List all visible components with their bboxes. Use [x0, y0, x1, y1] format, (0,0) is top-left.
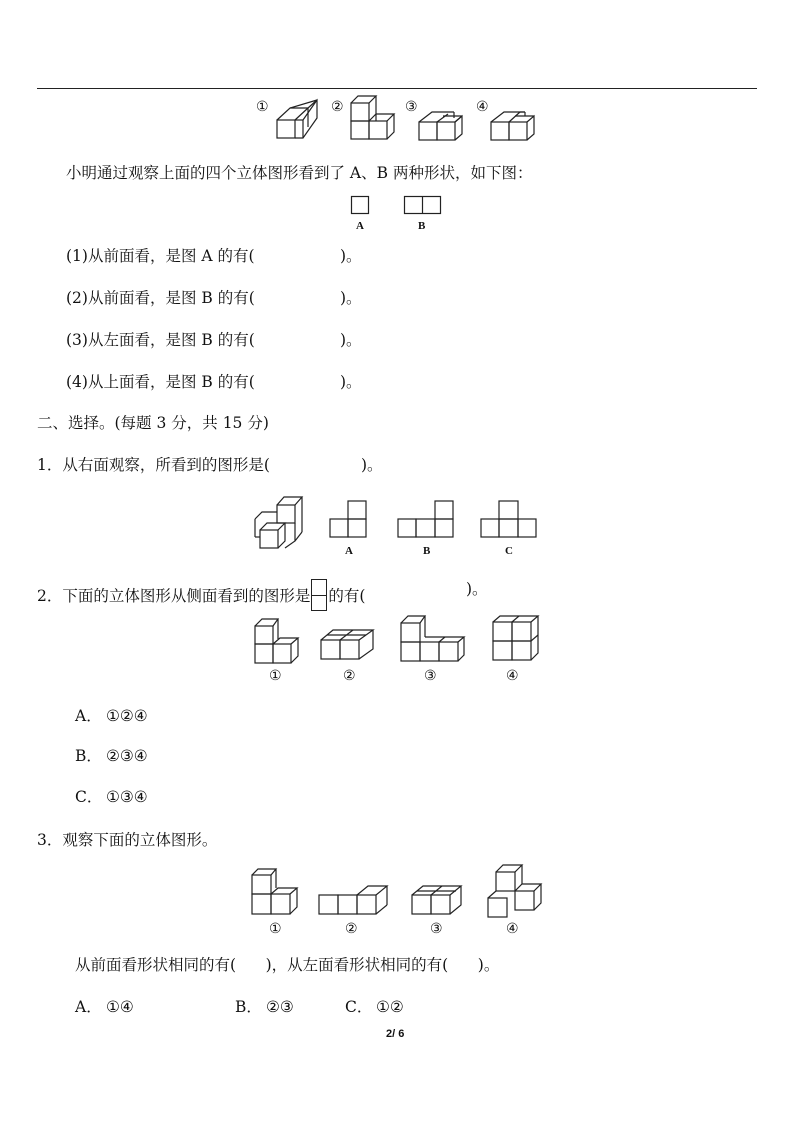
q1-option-c-label: C — [505, 545, 513, 557]
side-view-shape-icon — [311, 579, 327, 611]
q1-option-b-shape — [397, 500, 457, 540]
q1-text: 1．从右面观察，所看到的图形是( — [37, 456, 270, 474]
choice-value: ②③ — [266, 998, 294, 1016]
choice-letter: A． — [75, 998, 102, 1016]
question-close: )。 — [340, 373, 362, 391]
choice-letter: B． — [75, 747, 102, 765]
figure-label: ② — [331, 99, 344, 115]
section-2-title: 二、选择。(每题 3 分，共 15 分) — [37, 414, 269, 432]
question-text: (4)从上面看，是图 B 的有( — [66, 373, 255, 391]
question-text: (3)从左面看，是图 B 的有( — [66, 331, 255, 349]
q2-text — [37, 579, 365, 611]
question-text: (2)从前面看，是图 B 的有( — [66, 289, 255, 307]
q3-figure-4 — [487, 862, 543, 918]
figure-label: ① — [269, 668, 282, 684]
shape-b-label: B — [418, 220, 426, 232]
question-close: )。 — [340, 289, 362, 307]
q1-solid-figure — [253, 494, 303, 556]
choice-value: ②③④ — [106, 747, 148, 765]
q2-close: )。 — [466, 580, 488, 598]
q1-close: )。 — [361, 456, 383, 474]
intro-text: 小明通过观察上面的四个立体图形看到了 A、B 两种形状，如下图： — [66, 164, 533, 182]
choice-value: ①② — [376, 998, 404, 1016]
choice-letter: A． — [75, 707, 102, 725]
figure-label: ① — [256, 99, 269, 115]
figure-label: ① — [269, 921, 282, 937]
q2-figure-4 — [492, 615, 542, 665]
choice-letter: B． — [235, 998, 262, 1016]
choice-value: ①②④ — [106, 707, 148, 725]
q3-text: 3．观察下面的立体图形。 — [37, 831, 218, 849]
q1-option-b-label: B — [423, 545, 431, 557]
q1-option-c-shape — [480, 500, 540, 540]
q3-figure-3 — [411, 880, 469, 918]
cube-figure-3 — [418, 108, 466, 144]
cube-figure-1 — [276, 100, 321, 140]
choice-value: ①④ — [106, 998, 134, 1016]
q1-option-a-label: A — [345, 545, 353, 557]
choice-value: ①③④ — [106, 788, 148, 806]
q3-figure-2 — [318, 880, 392, 918]
figure-label: ③ — [430, 921, 443, 937]
figure-label: ② — [343, 668, 356, 684]
shape-a — [351, 196, 371, 216]
figure-label: ④ — [506, 668, 519, 684]
figure-label: ② — [345, 921, 358, 937]
q3-figure-1 — [251, 866, 305, 918]
q3-prompt: 从前面看形状相同的有( )，从左面看形状相同的有( )。 — [75, 956, 500, 974]
q2-figure-1 — [254, 618, 302, 668]
choice-letter: C． — [345, 998, 373, 1016]
question-close: )。 — [340, 247, 362, 265]
choice-letter: C． — [75, 788, 103, 806]
header-rule — [37, 88, 757, 89]
page-number: 2/ 6 — [386, 1028, 405, 1040]
q1-option-a-shape — [329, 500, 369, 540]
shape-a-label: A — [356, 220, 364, 232]
figure-label: ④ — [476, 99, 489, 115]
q2-figure-2 — [320, 628, 378, 664]
figure-label: ③ — [424, 668, 437, 684]
figure-label: ③ — [405, 99, 418, 115]
shape-b — [404, 196, 444, 216]
cube-figure-2 — [350, 95, 395, 143]
q2-text-after: 的有( — [328, 587, 366, 605]
q2-figure-3 — [400, 615, 468, 665]
question-close: )。 — [340, 331, 362, 349]
figure-label: ④ — [506, 921, 519, 937]
question-text: (1)从前面看，是图 A 的有( — [66, 247, 255, 265]
cube-figure-4 — [490, 108, 538, 144]
q2-text-before: 2．下面的立体图形从侧面看到的图形是 — [37, 587, 311, 605]
